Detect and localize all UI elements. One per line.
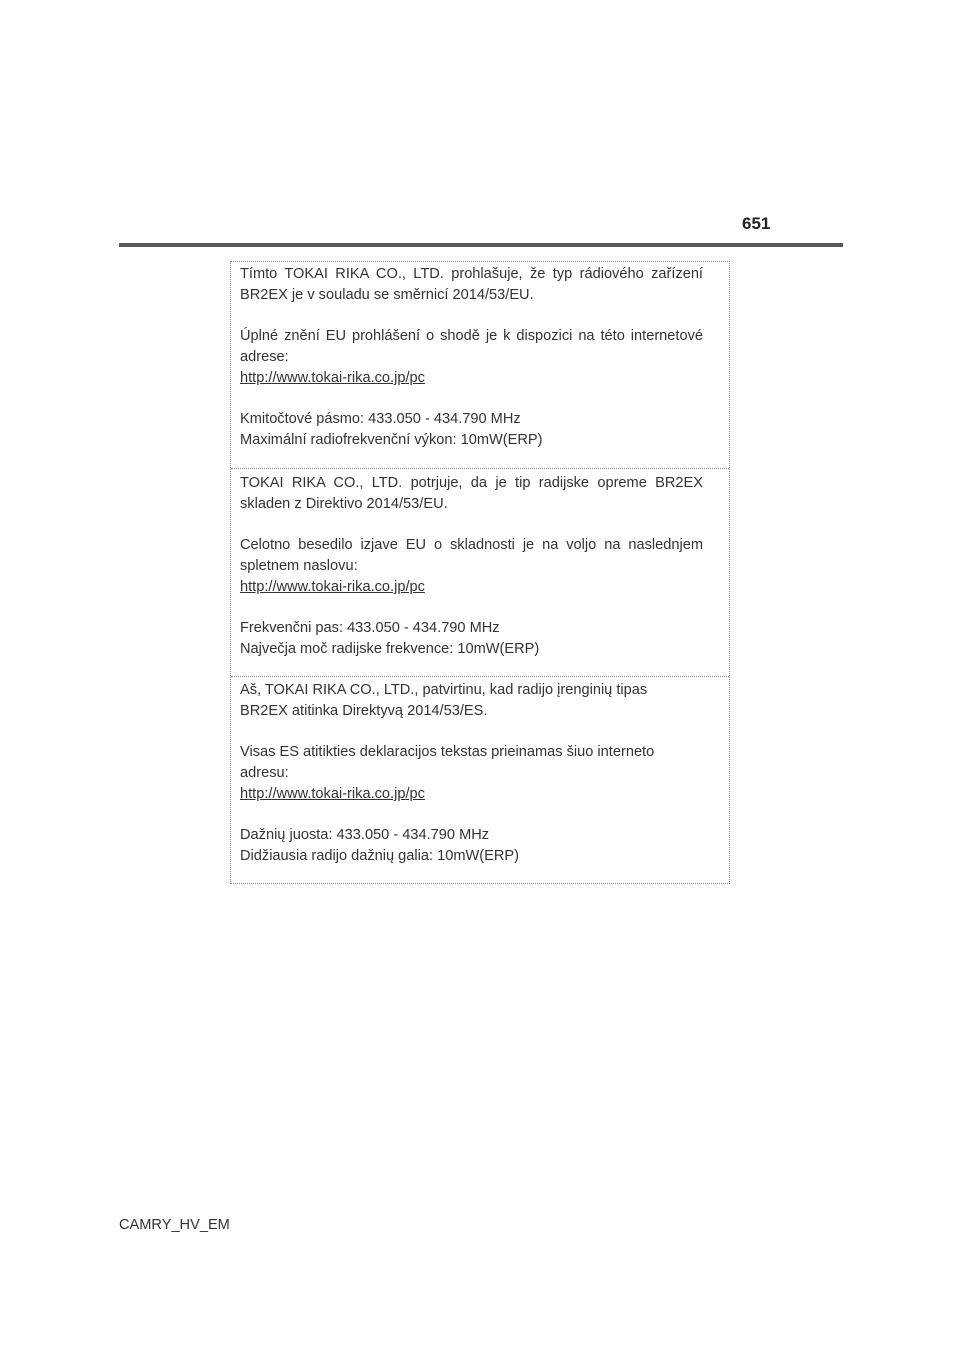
availability-text: [240, 742, 703, 784]
footer-code: CAMRY_HV_EM: [119, 1217, 230, 1233]
declaration-text: TOKAI RIKA CO., LTD. potrjuje, da je tip radijske opreme BR2EX skladen z Direktivo 2014/53/EU.: [240, 475, 703, 512]
spec-list: [240, 825, 703, 867]
section-lithuanian: [231, 680, 729, 867]
spec-max-power: Največja moč radijske frekvence: 10mW(ERP): [240, 641, 540, 657]
section-divider: [231, 468, 729, 469]
declaration-text: Tímto TOKAI RIKA CO., LTD. prohlašuje, že typ rádiového zařízení BR2EX je v souladu se směrnicí 2014/53/EU.: [240, 266, 703, 303]
declaration-link[interactable]: http://www.tokai-rika.co.jp/pc: [240, 370, 425, 386]
spec-max-power: Maximální radiofrekvenční výkon: 10mW(ERP): [240, 432, 543, 448]
declaration-link[interactable]: http://www.tokai-rika.co.jp/pc: [240, 786, 425, 802]
availability-text: Úplné znění EU prohlášení o shodě je k dispozici na této internetové adrese:: [240, 328, 703, 365]
declaration-link[interactable]: http://www.tokai-rika.co.jp/pc: [240, 579, 425, 595]
spec-max-power: Didžiausia radijo dažnių galia: 10mW(ERP): [240, 848, 520, 864]
page-number: 651: [742, 214, 771, 233]
spec-frequency-band: Kmitočtové pásmo: 433.050 - 434.790 MHz: [240, 411, 521, 427]
availability-text: Celotno besedilo izjave EU o skladnosti je na voljo na naslednjem spletnem naslovu:: [240, 537, 703, 574]
spec-frequency-band: Frekvenčni pas: 433.050 - 434.790 MHz: [240, 620, 500, 636]
spec-frequency-band: Dažnių juosta: 433.050 - 434.790 MHz: [240, 827, 490, 843]
section-divider: [231, 676, 729, 677]
link-wrapper: [240, 577, 703, 598]
link-wrapper: [240, 784, 703, 805]
declaration-line: Aš, TOKAI RIKA CO., LTD., patvirtinu, kad radijo įrenginių tipas: [240, 682, 648, 698]
spec-list: [240, 618, 703, 660]
declaration-text: [240, 680, 703, 722]
notice-box: [230, 261, 730, 884]
availability-line: adresu:: [240, 765, 289, 781]
link-wrapper: [240, 368, 703, 389]
section-slovenian: [231, 473, 729, 660]
section-czech: [231, 264, 729, 451]
declaration-line: BR2EX atitinka Direktyvą 2014/53/ES.: [240, 703, 488, 719]
spec-list: [240, 409, 703, 451]
header-rule: [119, 243, 843, 247]
availability-line: Visas ES atitikties deklaracijos tekstas prieinamas šiuo interneto: [240, 744, 655, 760]
